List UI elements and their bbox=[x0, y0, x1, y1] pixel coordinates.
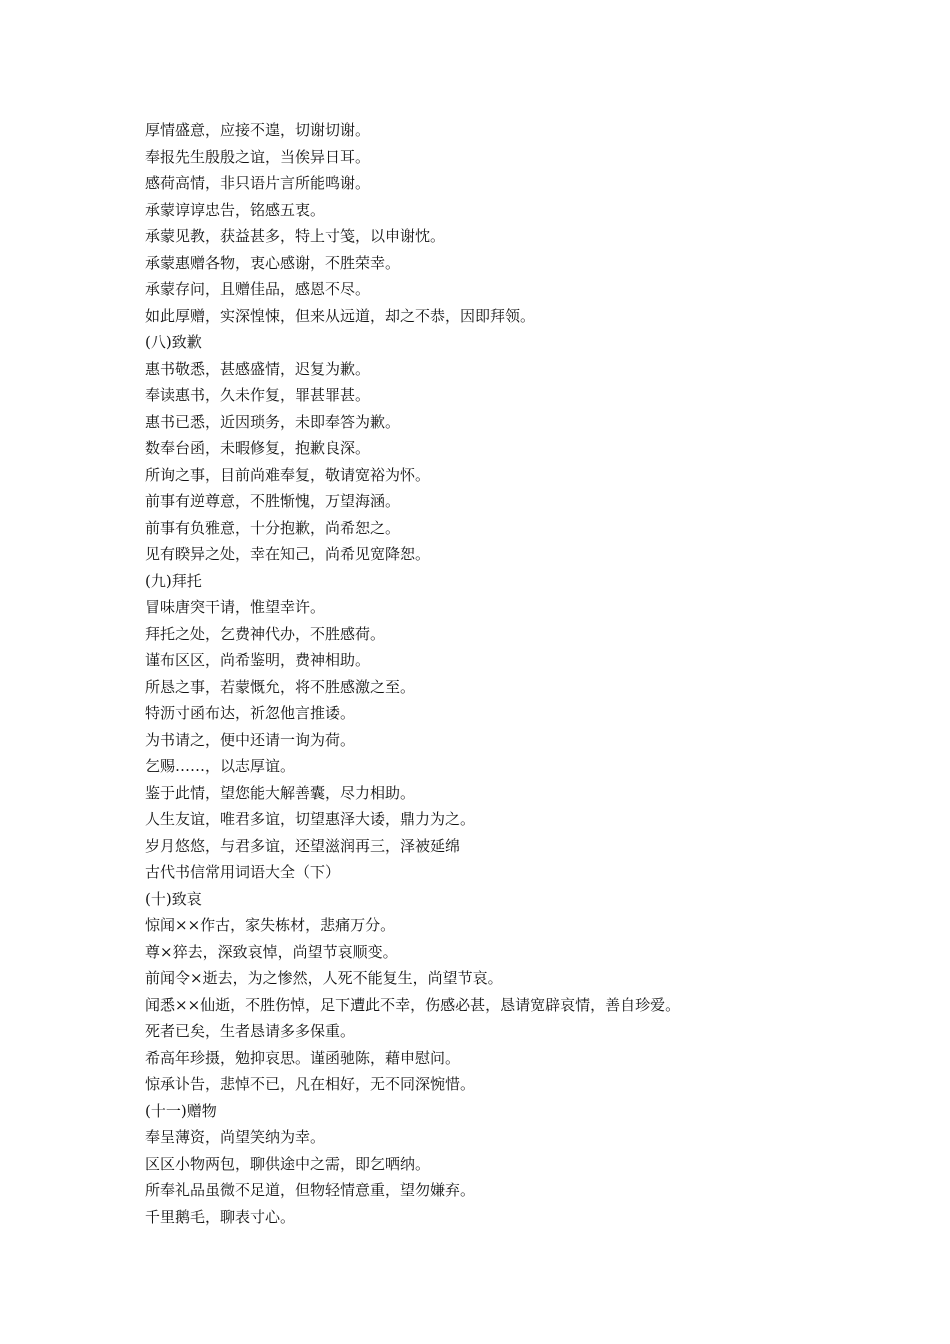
text-line: 人生友谊，唯君多谊，切望惠泽大诿，鼎力为之。 bbox=[145, 810, 476, 828]
text-line: 谨布区区，尚希鉴明，费神相助。 bbox=[145, 651, 371, 669]
text-line: 惠书已悉，近因琐务，未即奉答为歉。 bbox=[145, 412, 401, 431]
text-line: 惠书敬悉，甚感盛情，迟复为歉。 bbox=[145, 359, 371, 378]
text-line: 岁月悠悠，与君多谊，还望滋润再三，泽被延绵 bbox=[145, 836, 461, 855]
text-line: 千里鹅毛，聊表寸心。 bbox=[145, 1207, 296, 1226]
text-line: 感荷高情，非只语片言所能鸣谢。 bbox=[145, 174, 371, 192]
text-line: 拜托之处，乞费神代办，不胜感荷。 bbox=[145, 624, 386, 643]
section-heading: (九)拜托 bbox=[145, 571, 202, 590]
text-line: 前事有负雅意，十分抱歉，尚希恕之。 bbox=[145, 518, 401, 537]
text-line: 尊×猝去，深致哀悼，尚望节哀顺变。 bbox=[145, 942, 398, 961]
text-line: 希高年珍摄，勉抑哀思。谨函驰陈，藉申慰问。 bbox=[145, 1048, 461, 1067]
text-line: 冒味唐突干请，惟望幸许。 bbox=[145, 598, 326, 616]
text-line: 惊闻××作古，家失栋材，悲痛万分。 bbox=[145, 916, 396, 934]
section-heading: (八)致歉 bbox=[145, 333, 202, 351]
document-body bbox=[145, 117, 905, 1230]
document-title: 古代书信常用词语大全（下） bbox=[145, 863, 341, 881]
text-line: 奉报先生殷殷之谊，当俟异日耳。 bbox=[145, 147, 371, 166]
text-line: 前事有逆尊意，不胜惭愧，万望海涵。 bbox=[145, 492, 401, 510]
text-line: 所恳之事，若蒙慨允，将不胜感激之至。 bbox=[145, 677, 416, 696]
text-line: 鉴于此情，望您能大解善囊，尽力相助。 bbox=[145, 783, 416, 802]
text-line: 承蒙惠赠各物，衷心感谢，不胜荣幸。 bbox=[145, 253, 401, 272]
text-line: 所询之事，目前尚难奉复，敬请宽裕为怀。 bbox=[145, 465, 431, 484]
section-heading: (十)致哀 bbox=[145, 889, 202, 908]
section-heading: (十一)赠物 bbox=[145, 1101, 217, 1120]
text-line: 承蒙存问，且赠佳品，感恩不尽。 bbox=[145, 280, 371, 298]
text-line: 见有睽异之处，幸在知己，尚希见宽降恕。 bbox=[145, 545, 431, 563]
text-line: 承蒙谆谆忠告，铭感五衷。 bbox=[145, 200, 326, 219]
text-line: 奉读惠书，久未作复，罪甚罪甚。 bbox=[145, 386, 371, 404]
text-line: 所奉礼品虽微不足道，但物轻情意重，望勿嫌弃。 bbox=[145, 1181, 476, 1199]
text-line: 区区小物两包，聊供途中之需，即乞哂纳。 bbox=[145, 1154, 431, 1173]
text-line: 惊承讣告，悲悼不已，凡在相好，无不同深惋惜。 bbox=[145, 1075, 476, 1093]
text-line: 承蒙见教，获益甚多，特上寸笺，以申谢忱。 bbox=[145, 227, 446, 245]
text-line: 死者已矣，生者恳请多多保重。 bbox=[145, 1022, 356, 1040]
text-line: 特沥寸函布达，祈忽他言推诿。 bbox=[145, 704, 356, 722]
text-line: 厚情盛意，应接不遑，切谢切谢。 bbox=[145, 121, 371, 139]
text-line: 前闻令×逝去，为之惨然，人死不能复生，尚望节哀。 bbox=[145, 969, 503, 987]
text-line: 为书请之，便中还请一询为荷。 bbox=[145, 730, 356, 749]
text-line: 闻悉××仙逝，不胜伤悼，足下遭此不幸，伤感必甚，恳请宽辟哀情，善自珍爱。 bbox=[145, 995, 681, 1014]
text-line: 乞赐……，以志厚谊。 bbox=[145, 757, 296, 775]
text-line: 如此厚赠，实深惶悚，但来从远道，却之不恭，因即拜领。 bbox=[145, 306, 536, 325]
text-line: 数奉台函，未暇修复，抱歉良深。 bbox=[145, 439, 371, 457]
text-line: 奉呈薄资，尚望笑纳为幸。 bbox=[145, 1128, 326, 1146]
